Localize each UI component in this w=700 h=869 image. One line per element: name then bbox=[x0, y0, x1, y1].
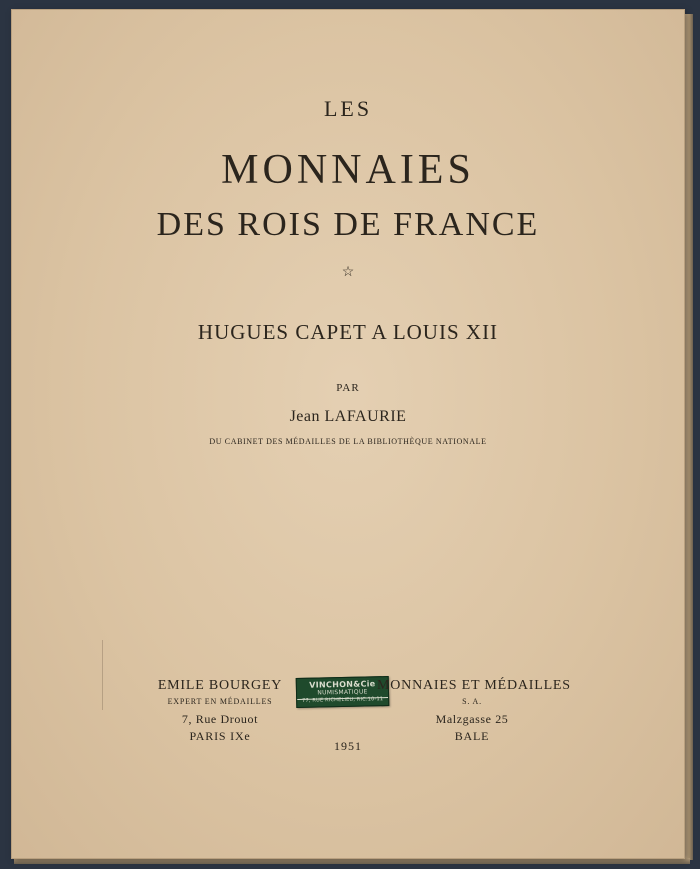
publisher-left-address: 7, Rue Drouot bbox=[181, 712, 259, 726]
publisher-right-name: MONNAIES ET MÉDAILLES bbox=[377, 678, 571, 693]
stamp-line-2: NUMISMATIQUE bbox=[317, 688, 368, 697]
page-edge-bottom bbox=[14, 858, 690, 864]
paper-crease bbox=[102, 640, 103, 710]
publisher-right-city: BALE bbox=[454, 729, 490, 743]
publisher-right-address: Malzgasse 25 bbox=[435, 712, 509, 726]
dealer-stamp bbox=[296, 676, 390, 708]
stamp-line-1: VINCHON&Cie bbox=[309, 679, 376, 690]
title-line-les: LES bbox=[323, 96, 373, 121]
title-line-monnaies: MONNAIES bbox=[221, 147, 475, 193]
publisher-right-role: S. A. bbox=[462, 697, 482, 706]
book-cover bbox=[12, 10, 684, 858]
par-label: PAR bbox=[336, 382, 360, 394]
page-edge bbox=[684, 14, 693, 860]
title-line-rois-de-france: DES ROIS DE FRANCE bbox=[156, 206, 540, 243]
publication-year: 1951 bbox=[334, 739, 362, 753]
publisher-right bbox=[377, 678, 571, 743]
publisher-left-role: EXPERT EN MÉDAILLES bbox=[167, 697, 273, 706]
author-affiliation: DU CABINET DES MÉDAILLES DE LA BIBLIOTHÈQUE NATIONALE bbox=[209, 437, 487, 446]
subtitle: HUGUES CAPET A LOUIS XII bbox=[197, 320, 499, 344]
publisher-left-name: EMILE BOURGEY bbox=[157, 678, 283, 693]
publisher-left-city: PARIS IXe bbox=[189, 729, 251, 743]
stamp-line-3: 77, RUE RICHELIEU, RIC.10-11 bbox=[302, 696, 384, 704]
star-icon: ☆ bbox=[341, 265, 355, 280]
author-name: Jean LAFAURIE bbox=[289, 408, 407, 425]
publisher-left bbox=[130, 679, 310, 742]
